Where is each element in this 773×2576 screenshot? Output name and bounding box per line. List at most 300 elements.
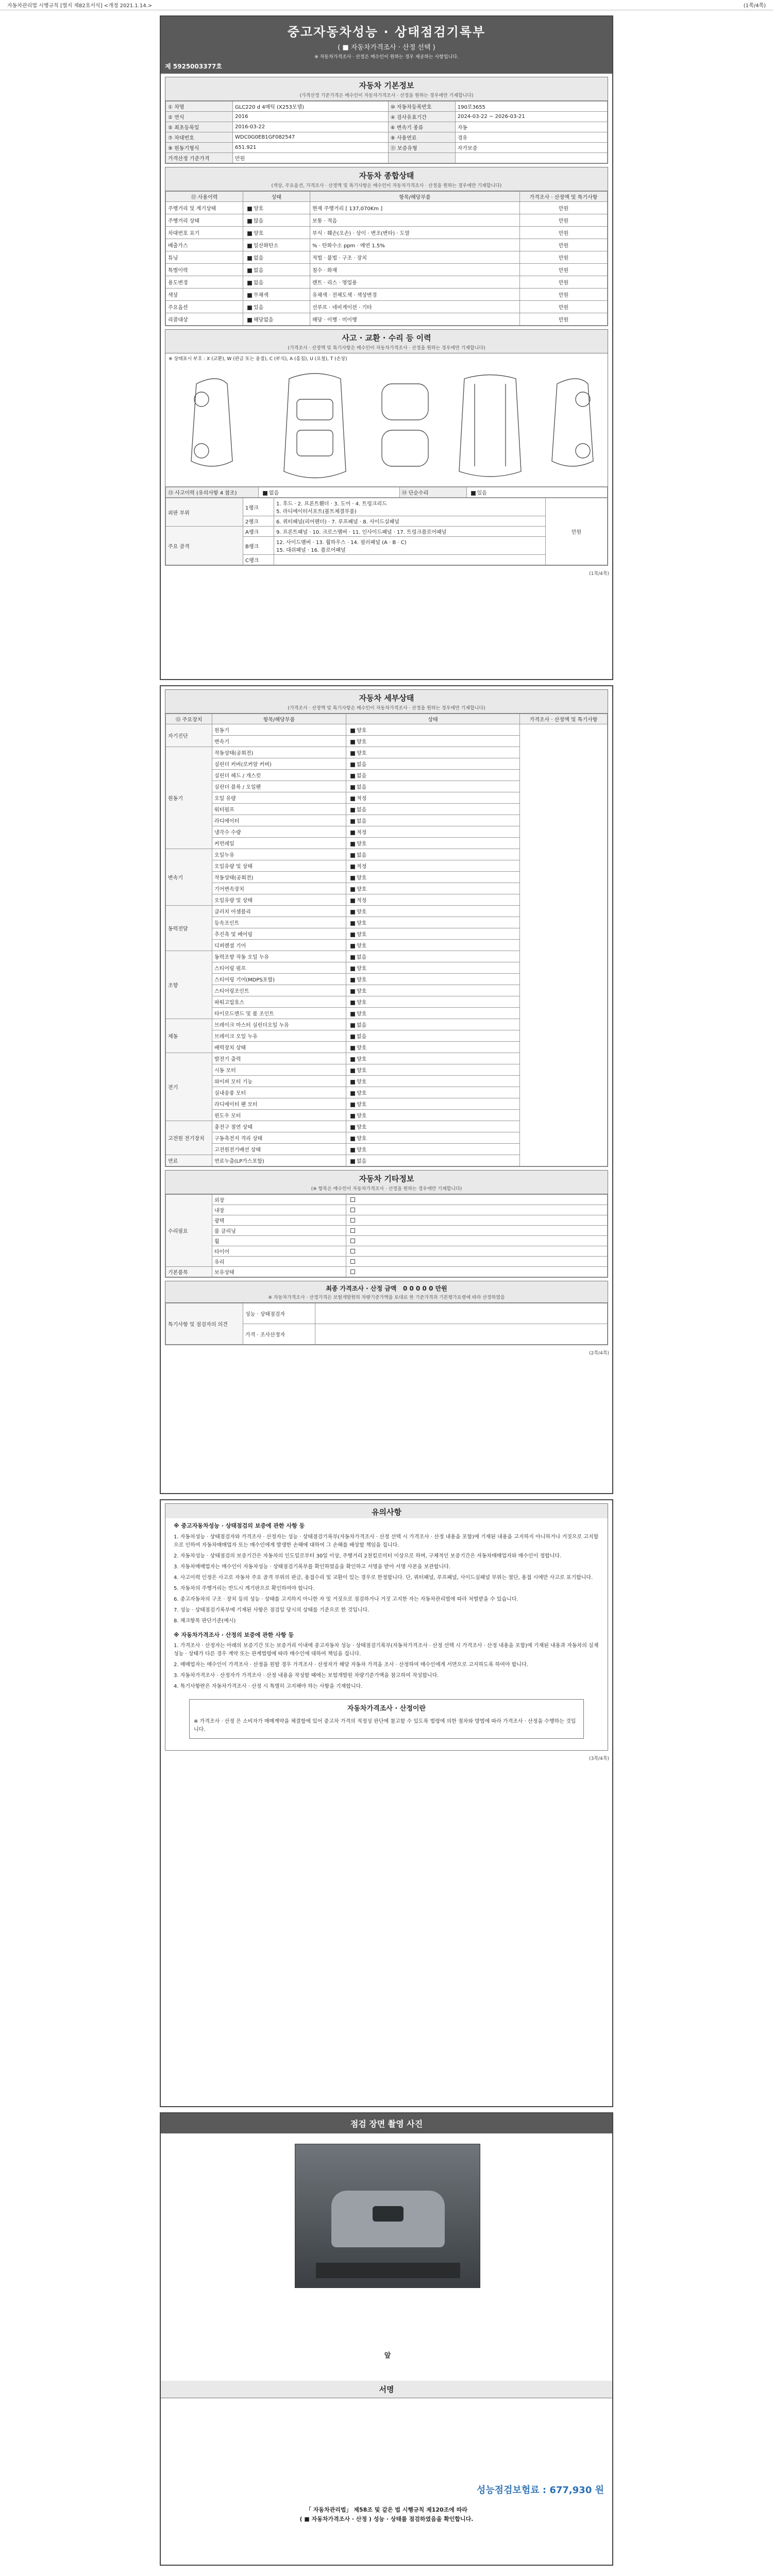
etc-table bbox=[165, 1194, 608, 1277]
detail-state: 양호 bbox=[357, 909, 367, 915]
accident-subtitle: (가격조사 · 산정액 및 특기사항은 매수인이 자동차가격조사 · 산정을 원하는 경우에만 기재합니다) bbox=[165, 344, 608, 353]
basic-row bbox=[166, 132, 608, 143]
etc-group: 기본품목 bbox=[166, 1267, 212, 1277]
top-bar bbox=[0, 0, 773, 10]
etc-state bbox=[346, 1267, 608, 1277]
basic-value: 만원 bbox=[233, 153, 389, 163]
overall-row bbox=[166, 227, 608, 239]
detail-state: 양호 bbox=[357, 1147, 367, 1153]
state-checkbox bbox=[247, 318, 252, 323]
final-price-amount: 0 0 0 0 0 만원 bbox=[402, 1285, 447, 1292]
detail-group: 고전원 전기장치 bbox=[166, 1121, 212, 1155]
rank-2-label: 2랭크 bbox=[243, 516, 274, 527]
inspector-label: 성능 · 상태점검자 bbox=[243, 1303, 315, 1324]
notice-heading-2: ※ 자동차가격조사 · 산정의 보증에 관한 사항 등 bbox=[174, 1631, 294, 1638]
detail-group: 자기진단 bbox=[166, 724, 212, 747]
detail-state-cell bbox=[346, 1098, 520, 1110]
basic-value: 651.921 bbox=[233, 143, 389, 153]
detail-state-cell bbox=[346, 917, 520, 928]
overall-row bbox=[166, 214, 608, 227]
state-checkbox bbox=[247, 256, 252, 261]
state-checkbox bbox=[350, 1057, 355, 1062]
etc-state bbox=[346, 1257, 608, 1267]
simple-repair-label: ⑭ 단순수리 bbox=[399, 487, 466, 498]
state-checkbox bbox=[247, 306, 252, 310]
detail-group: 전기 bbox=[166, 1053, 212, 1121]
state-checkbox bbox=[350, 785, 355, 790]
detail-state: 양호 bbox=[357, 887, 367, 892]
state-checkbox bbox=[350, 989, 355, 994]
notice-item: 2. 자동차성능 · 상태점검의 보증기간은 자동차의 인도일로부터 30일 이상, 주행거리 2천킬로미터 이상으로 하며, 구체적인 보증기간은 자동차매매업자와 매수인이 정합니다. bbox=[174, 1553, 562, 1559]
overall-state: 있음 bbox=[254, 305, 264, 311]
detail-state-cell bbox=[346, 1121, 520, 1132]
basic-info-title: 자동차 기본정보 bbox=[165, 77, 608, 92]
overall-state-cell bbox=[243, 264, 310, 276]
detail-section bbox=[165, 689, 608, 1167]
basic-label: 가격산정 기준가격 bbox=[166, 153, 233, 163]
overall-row bbox=[166, 202, 608, 214]
rank-1-label: 1랭크 bbox=[243, 498, 274, 516]
overall-item: 차대번호 표기 bbox=[166, 227, 243, 239]
etc-row bbox=[166, 1257, 608, 1267]
detail-state-cell bbox=[346, 974, 520, 985]
basic-label bbox=[388, 153, 455, 163]
overall-row bbox=[166, 264, 608, 276]
state-checkbox bbox=[350, 1159, 355, 1164]
state-checkbox bbox=[350, 978, 355, 982]
overall-header-cell: ⑫ 사용이력 bbox=[166, 192, 243, 202]
overall-price: 만원 bbox=[520, 251, 608, 264]
detail-group: 연료 bbox=[166, 1155, 212, 1166]
detail-state: 양호 bbox=[357, 966, 367, 972]
state-checkbox bbox=[350, 1046, 355, 1050]
detail-state-cell bbox=[346, 849, 520, 860]
basic-value: 2024-03-22 ~ 2026-03-21 bbox=[455, 112, 607, 122]
status-legend: ※ 상태표시 부호 : X (교환), W (판금 또는 용접), C (부식), A (흠집), U (요철), T (손상) bbox=[169, 357, 347, 362]
overall-state: 없음 bbox=[254, 256, 264, 261]
basic-value: WDC0G0EB1GF082547 bbox=[233, 132, 389, 143]
detail-state-cell bbox=[346, 1144, 520, 1155]
state-checkbox bbox=[350, 740, 355, 744]
detail-group: 조향 bbox=[166, 951, 212, 1019]
rank-a-items: 9. 프론트패널 · 10. 크로스멤버 · 11. 인사이드패널 · 17. 트렁크플로어패널 bbox=[274, 527, 546, 537]
detail-state: 양호 bbox=[357, 1125, 367, 1130]
etc-item: 룸 클리닝 bbox=[212, 1226, 346, 1236]
notice-title: 유의사항 bbox=[165, 1504, 608, 1518]
page-3 bbox=[160, 1499, 613, 2107]
overall-state: 양호 bbox=[254, 231, 264, 236]
overall-item: 리콜대상 bbox=[166, 313, 243, 326]
overall-row bbox=[166, 251, 608, 264]
overall-state: 무채색 bbox=[254, 293, 268, 298]
detail-state-cell bbox=[346, 758, 520, 770]
etc-item: 광택 bbox=[212, 1215, 346, 1226]
overall-state-cell bbox=[243, 301, 310, 313]
detail-state: 없음 bbox=[357, 807, 367, 813]
detail-state: 없음 bbox=[357, 1023, 367, 1028]
detail-item: 클러치 어셈블리 bbox=[212, 906, 346, 917]
detail-state: 적정 bbox=[357, 864, 367, 870]
report-subtitle: ( ■ 자동차가격조사 · 산정 선택 ) bbox=[338, 44, 435, 52]
overall-detail: 선루프 · 네비게이션 · 기타 bbox=[310, 301, 520, 313]
notice-item: 5. 자동차의 주행거리는 반드시 계기판으로 확인하여야 합니다. bbox=[174, 1585, 315, 1591]
etc-state bbox=[346, 1226, 608, 1236]
overall-row bbox=[166, 289, 608, 301]
state-checkbox bbox=[350, 899, 355, 903]
detail-state-cell bbox=[346, 906, 520, 917]
detail-state-cell bbox=[346, 1076, 520, 1087]
detail-state: 양호 bbox=[357, 1091, 367, 1096]
detail-state: 없음 bbox=[357, 1159, 367, 1164]
state-checkbox bbox=[247, 268, 252, 273]
detail-state-cell bbox=[346, 951, 520, 962]
etc-item: 보유상태 bbox=[212, 1267, 346, 1277]
state-checkbox bbox=[350, 933, 355, 937]
state-checkbox bbox=[350, 1069, 355, 1073]
notice-section bbox=[165, 1503, 608, 1751]
basic-row bbox=[166, 122, 608, 132]
overall-price: 만원 bbox=[520, 239, 608, 251]
photo-area bbox=[161, 2133, 612, 2381]
state-checkbox bbox=[350, 921, 355, 926]
notice-item-2: 1. 가격조사 · 산정자는 아래의 보증기간 또는 보증거리 이내에 중고자동차 성능 · 상태점검기록부(자동차가격조사 · 산정 선택 시 가격조사 · 산정 내용을 포함)에 기재된 내용과 자동차의 실제 성능 · 상태가 다른 경우 계약 또는 관계법령에 따라 매수인에 대하여 책임을 집니다. bbox=[174, 1643, 599, 1657]
detail-state-cell bbox=[346, 792, 520, 804]
notice-item: 6. 중고자동차의 구조 · 장치 등의 성능 · 상태를 고지하지 아니한 자 및 거짓으로 점검하거나 거짓 고지한 자는 자동차관리법에 따라 처벌받을 수 있습니다. bbox=[174, 1596, 518, 1602]
etc-row bbox=[166, 1267, 608, 1277]
detail-header-cell: 항목/해당부품 bbox=[212, 714, 346, 724]
etc-state bbox=[346, 1195, 608, 1205]
state-checkbox bbox=[350, 1148, 355, 1153]
detail-state-cell bbox=[346, 1042, 520, 1053]
state-checkbox bbox=[247, 207, 252, 211]
etc-row bbox=[166, 1215, 608, 1226]
legal-statement bbox=[161, 2503, 612, 2529]
detail-state: 양호 bbox=[357, 728, 367, 734]
detail-state: 없음 bbox=[357, 785, 367, 790]
detail-item: 발전기 출력 bbox=[212, 1053, 346, 1064]
detail-state: 양호 bbox=[357, 739, 367, 745]
overall-header-cell: 상태 bbox=[243, 192, 310, 202]
overall-state: 많음 bbox=[254, 218, 264, 224]
detail-table bbox=[165, 714, 608, 1166]
detail-item: 충전구 절연 상태 bbox=[212, 1121, 346, 1132]
overall-item: 주행거리 및 계기상태 bbox=[166, 202, 243, 214]
overall-detail: 렌트 · 리스 · 영업용 bbox=[310, 276, 520, 289]
detail-state-cell bbox=[346, 781, 520, 792]
overall-detail: 해당 · 이행 · 미이행 bbox=[310, 313, 520, 326]
etc-item: 유리 bbox=[212, 1257, 346, 1267]
detail-subtitle: (가격조사 · 산정액 및 특기사항은 매수인이 자동차가격조사 · 산정을 원하는 경우에만 기재합니다) bbox=[165, 704, 608, 714]
detail-state: 없음 bbox=[357, 1034, 367, 1040]
state-checkbox bbox=[350, 1012, 355, 1016]
detail-state-cell bbox=[346, 826, 520, 838]
state-checkbox bbox=[350, 796, 355, 801]
etc-section bbox=[165, 1170, 608, 1278]
report-note: ※ 자동차가격조사 · 산정은 매수인이 원하는 경우 제공하는 사항입니다. bbox=[314, 55, 459, 60]
state-checkbox bbox=[350, 762, 355, 767]
accident-none-check bbox=[263, 491, 267, 496]
basic-label: ⑪ 보증유형 bbox=[388, 143, 455, 153]
overall-detail: 부식 · 훼손(오손) · 상이 · 변조(변타) · 도말 bbox=[310, 227, 520, 239]
detail-group: 원동기 bbox=[166, 747, 212, 849]
detail-item: 실린더 블록 / 오일팬 bbox=[212, 781, 346, 792]
legal-line-2: ( ■ 자동차가격조사 · 산정 ) 성능 · 상태를 점검하였음을 확인합니다. bbox=[299, 2515, 474, 2522]
detail-state-cell bbox=[346, 1064, 520, 1076]
state-checkbox bbox=[350, 842, 355, 846]
basic-row bbox=[166, 112, 608, 122]
overall-row bbox=[166, 313, 608, 326]
detail-item: 냉각수 수량 bbox=[212, 826, 346, 838]
car-diagram bbox=[165, 363, 608, 487]
basic-value: 2016 bbox=[233, 112, 389, 122]
detail-item: 실내송풍 모터 bbox=[212, 1087, 346, 1098]
accident-table bbox=[165, 487, 608, 498]
simple-repair-check bbox=[471, 491, 476, 496]
detail-state-cell bbox=[346, 804, 520, 815]
detail-state: 양호 bbox=[357, 1079, 367, 1085]
detail-state: 없음 bbox=[357, 773, 367, 779]
etc-state bbox=[346, 1215, 608, 1226]
overall-state: 해당없음 bbox=[254, 317, 274, 323]
overall-table bbox=[165, 191, 608, 326]
state-checkbox bbox=[247, 281, 252, 285]
detail-item: 실린더 헤드 / 개스킷 bbox=[212, 770, 346, 781]
overall-item: 배출가스 bbox=[166, 239, 243, 251]
detail-state: 양호 bbox=[357, 921, 367, 926]
state-checkbox bbox=[350, 751, 355, 756]
overall-state-cell bbox=[243, 239, 310, 251]
detail-state-cell bbox=[346, 928, 520, 940]
detail-item: 오일유량 및 상태 bbox=[212, 860, 346, 872]
state-checkbox bbox=[350, 1137, 355, 1141]
rank-b-items: 12. 사이드멤버 · 13. 휠하우스 · 14. 필러패널 (A · B · C) bbox=[276, 540, 407, 546]
overall-detail: 유채색 · 전체도색 · 색상변경 bbox=[310, 289, 520, 301]
detail-state: 양호 bbox=[357, 841, 367, 847]
detail-state: 양호 bbox=[357, 1136, 367, 1142]
state-checkbox bbox=[350, 1114, 355, 1118]
notice-item-2: 3. 자동차가격조사 · 산정자가 가격조사 · 산정 내용을 작성할 때에는 보험개발원 차량기준가액을 참고하여 작성합니다. bbox=[174, 1673, 439, 1679]
state-checkbox bbox=[350, 967, 355, 971]
detail-state-cell bbox=[346, 747, 520, 758]
detail-state-cell bbox=[346, 838, 520, 849]
overall-state: 없음 bbox=[254, 268, 264, 274]
detail-item: 디퍼렌셜 기어 bbox=[212, 940, 346, 951]
frame-label: 주요 골격 bbox=[166, 527, 243, 565]
detail-row bbox=[166, 724, 608, 736]
rank-b-items-b: 15. 대쉬패널 · 16. 플로어패널 bbox=[276, 548, 346, 553]
basic-value: GLC220 d 4매틱 (X253모델) bbox=[233, 101, 389, 112]
detail-group: 변속기 bbox=[166, 849, 212, 906]
rank-a-label: A랭크 bbox=[243, 527, 274, 537]
detail-item: 오일 유량 bbox=[212, 792, 346, 804]
state-checkbox bbox=[350, 819, 355, 824]
etc-row bbox=[166, 1236, 608, 1246]
detail-state: 양호 bbox=[357, 943, 367, 949]
detail-item: 오일유량 및 상태 bbox=[212, 894, 346, 906]
overall-header bbox=[166, 192, 608, 202]
detail-price-col bbox=[520, 724, 608, 1166]
overall-detail: 현재 주행거리 [ 137,070Km ] bbox=[310, 202, 520, 214]
overall-price: 만원 bbox=[520, 202, 608, 214]
detail-state-cell bbox=[346, 940, 520, 951]
detail-item: 시동 모터 bbox=[212, 1064, 346, 1076]
notice-item: 8. 체크항목 판단기준(예시) bbox=[174, 1618, 236, 1624]
basic-label: ⑥ 변속기 종류 bbox=[388, 122, 455, 132]
overall-item: 주행거리 상태 bbox=[166, 214, 243, 227]
detail-item: 동력조향 작동 오일 누유 bbox=[212, 951, 346, 962]
overall-state: 양호 bbox=[254, 206, 264, 212]
detail-item: 실린더 커버(로커암 커버) bbox=[212, 758, 346, 770]
detail-state: 양호 bbox=[357, 977, 367, 983]
final-price-section bbox=[165, 1281, 608, 1345]
overall-header-cell: 가격조사 · 산정액 및 특기사항 bbox=[520, 192, 608, 202]
detail-state: 양호 bbox=[357, 1057, 367, 1062]
detail-state-cell bbox=[346, 1155, 520, 1166]
page-4 bbox=[160, 2112, 613, 2566]
overall-row bbox=[166, 276, 608, 289]
detail-item: 스티어링 기어(MDPS포함) bbox=[212, 974, 346, 985]
overall-price: 만원 bbox=[520, 301, 608, 313]
simple-repair-value: 있음 bbox=[477, 490, 487, 496]
detail-item: 등속조인트 bbox=[212, 917, 346, 928]
basic-value bbox=[455, 153, 607, 163]
basic-label: ⑦ 차대번호 bbox=[166, 132, 233, 143]
notice-item: 4. 사고이력 인정은 사고로 자동차 주요 골격 부위의 판금, 용접수리 및 교환이 있는 경우로 한정합니다. 단, 쿼터패널, 루프패널, 사이드실패널 부위는 절단, 용접 시에만 사고로 표기합니다. bbox=[174, 1574, 593, 1581]
overall-price: 만원 bbox=[520, 313, 608, 326]
etc-item: 타이어 bbox=[212, 1246, 346, 1257]
basic-label: ⑩ 자동차등록번호 bbox=[388, 101, 455, 112]
detail-state-cell bbox=[346, 1132, 520, 1144]
basic-label: ④ 검사유효기간 bbox=[388, 112, 455, 122]
etc-item: 외장 bbox=[212, 1195, 346, 1205]
rank-c-label: C랭크 bbox=[243, 555, 274, 565]
outer-panel-label: 외판 부위 bbox=[166, 498, 243, 527]
detail-state: 없음 bbox=[357, 955, 367, 960]
overall-item: 주요옵션 bbox=[166, 301, 243, 313]
appraiser-label: 가격 · 조사산정자 bbox=[243, 1324, 315, 1345]
detail-state: 적정 bbox=[357, 898, 367, 904]
overall-item: 용도변경 bbox=[166, 276, 243, 289]
state-checkbox bbox=[350, 887, 355, 892]
detail-item: 파워고압호스 bbox=[212, 996, 346, 1008]
detail-state-cell bbox=[346, 1008, 520, 1019]
detail-state: 양호 bbox=[357, 1045, 367, 1051]
overall-price: 만원 bbox=[520, 264, 608, 276]
detail-item: 타이로드엔드 및 볼 조인트 bbox=[212, 1008, 346, 1019]
detail-state: 양호 bbox=[357, 751, 367, 756]
detail-state-cell bbox=[346, 962, 520, 974]
detail-item: 변속기 bbox=[212, 736, 346, 747]
page-2-footer: (2쪽/4쪽) bbox=[589, 1351, 609, 1356]
report-number: 제 5925003377호 bbox=[165, 63, 222, 70]
detail-state-cell bbox=[346, 724, 520, 736]
detail-state-cell bbox=[346, 1053, 520, 1064]
etc-row bbox=[166, 1246, 608, 1257]
overall-detail: 보통 · 적음 bbox=[310, 214, 520, 227]
state-checkbox bbox=[350, 728, 355, 733]
etc-state bbox=[346, 1246, 608, 1257]
detail-item: 추진축 및 베어링 bbox=[212, 928, 346, 940]
detail-state-cell bbox=[346, 883, 520, 894]
detail-state-cell bbox=[346, 1019, 520, 1030]
rank-2-items: 6. 쿼터패널(리어펜더) · 7. 루프패널 · 8. 사이드실패널 bbox=[274, 516, 546, 527]
state-checkbox bbox=[350, 1023, 355, 1028]
state-checkbox bbox=[350, 1125, 355, 1130]
detail-item: 작동상태(공회전) bbox=[212, 747, 346, 758]
basic-label: ⑧ 사용연료 bbox=[388, 132, 455, 143]
detail-state-cell bbox=[346, 894, 520, 906]
detail-item: 와이퍼 모터 기능 bbox=[212, 1076, 346, 1087]
etc-title: 자동차 기타정보 bbox=[165, 1171, 608, 1185]
overall-state-cell bbox=[243, 289, 310, 301]
overall-row bbox=[166, 239, 608, 251]
detail-state: 양호 bbox=[357, 1011, 367, 1017]
state-checkbox bbox=[350, 955, 355, 960]
detail-state: 없음 bbox=[357, 853, 367, 858]
detail-state: 적정 bbox=[357, 830, 367, 836]
detail-state-cell bbox=[346, 815, 520, 826]
overall-section bbox=[165, 167, 608, 326]
state-checkbox bbox=[350, 910, 355, 914]
overall-state-cell bbox=[243, 214, 310, 227]
detail-item: 라디에이터 팬 모터 bbox=[212, 1098, 346, 1110]
page-1 bbox=[160, 15, 613, 680]
detail-item: 연료누출(LP가스포함) bbox=[212, 1155, 346, 1166]
page-counter: (1쪽/4쪽) bbox=[743, 3, 766, 9]
state-checkbox bbox=[350, 865, 355, 869]
detail-item: 오일누유 bbox=[212, 849, 346, 860]
detail-item: 고전원전기배선 상태 bbox=[212, 1144, 346, 1155]
etc-group: 수리필요 bbox=[166, 1195, 212, 1267]
detail-group: 동력전달 bbox=[166, 906, 212, 951]
accident-section bbox=[165, 329, 608, 566]
basic-value: 2016-03-22 bbox=[233, 122, 389, 132]
basic-row bbox=[166, 153, 608, 163]
basic-info-table bbox=[165, 101, 608, 163]
detail-item: 원동기 bbox=[212, 724, 346, 736]
overall-state-cell bbox=[243, 276, 310, 289]
detail-state-cell bbox=[346, 1030, 520, 1042]
state-checkbox bbox=[247, 293, 252, 298]
basic-info-subtitle: (가격산정 기준가격은 매수인이 자동차가격조사 · 산정을 원하는 경우에만 기재합니다) bbox=[165, 92, 608, 101]
basic-label: ② 연식 bbox=[166, 112, 233, 122]
basic-label: ⑤ 최초등록일 bbox=[166, 122, 233, 132]
page-1-footer: (1쪽/4쪽) bbox=[589, 571, 609, 577]
overall-item: 특별이력 bbox=[166, 264, 243, 276]
report-header bbox=[161, 16, 612, 74]
overall-item: 색상 bbox=[166, 289, 243, 301]
detail-item: 브레이크 오일 누유 bbox=[212, 1030, 346, 1042]
detail-item: 작동상태(공회전) bbox=[212, 872, 346, 883]
overall-state-cell bbox=[243, 313, 310, 326]
state-checkbox bbox=[247, 244, 252, 248]
state-checkbox bbox=[350, 774, 355, 778]
overall-state: 일산화탄소 bbox=[254, 243, 279, 249]
detail-state: 양호 bbox=[357, 932, 367, 938]
appraisal-box-title: 자동차가격조사 · 산정이란 bbox=[347, 1705, 426, 1713]
overall-price: 만원 bbox=[520, 289, 608, 301]
panel-ranks-table bbox=[165, 498, 608, 565]
detail-state: 없음 bbox=[357, 762, 367, 768]
detail-state: 적정 bbox=[357, 796, 367, 802]
etc-row bbox=[166, 1226, 608, 1236]
overall-state-cell bbox=[243, 202, 310, 214]
overall-subtitle: (색상, 주요옵션, 가격조사 · 산정액 및 특기사항은 매수인이 자동차가격조사 · 산정을 원하는 경우에만 기재합니다) bbox=[165, 182, 608, 191]
detail-state-cell bbox=[346, 1110, 520, 1121]
special-notes-label: 특기사항 및 점검자의 의견 bbox=[166, 1303, 243, 1345]
detail-state: 양호 bbox=[357, 1000, 367, 1006]
etc-state bbox=[346, 1205, 608, 1215]
